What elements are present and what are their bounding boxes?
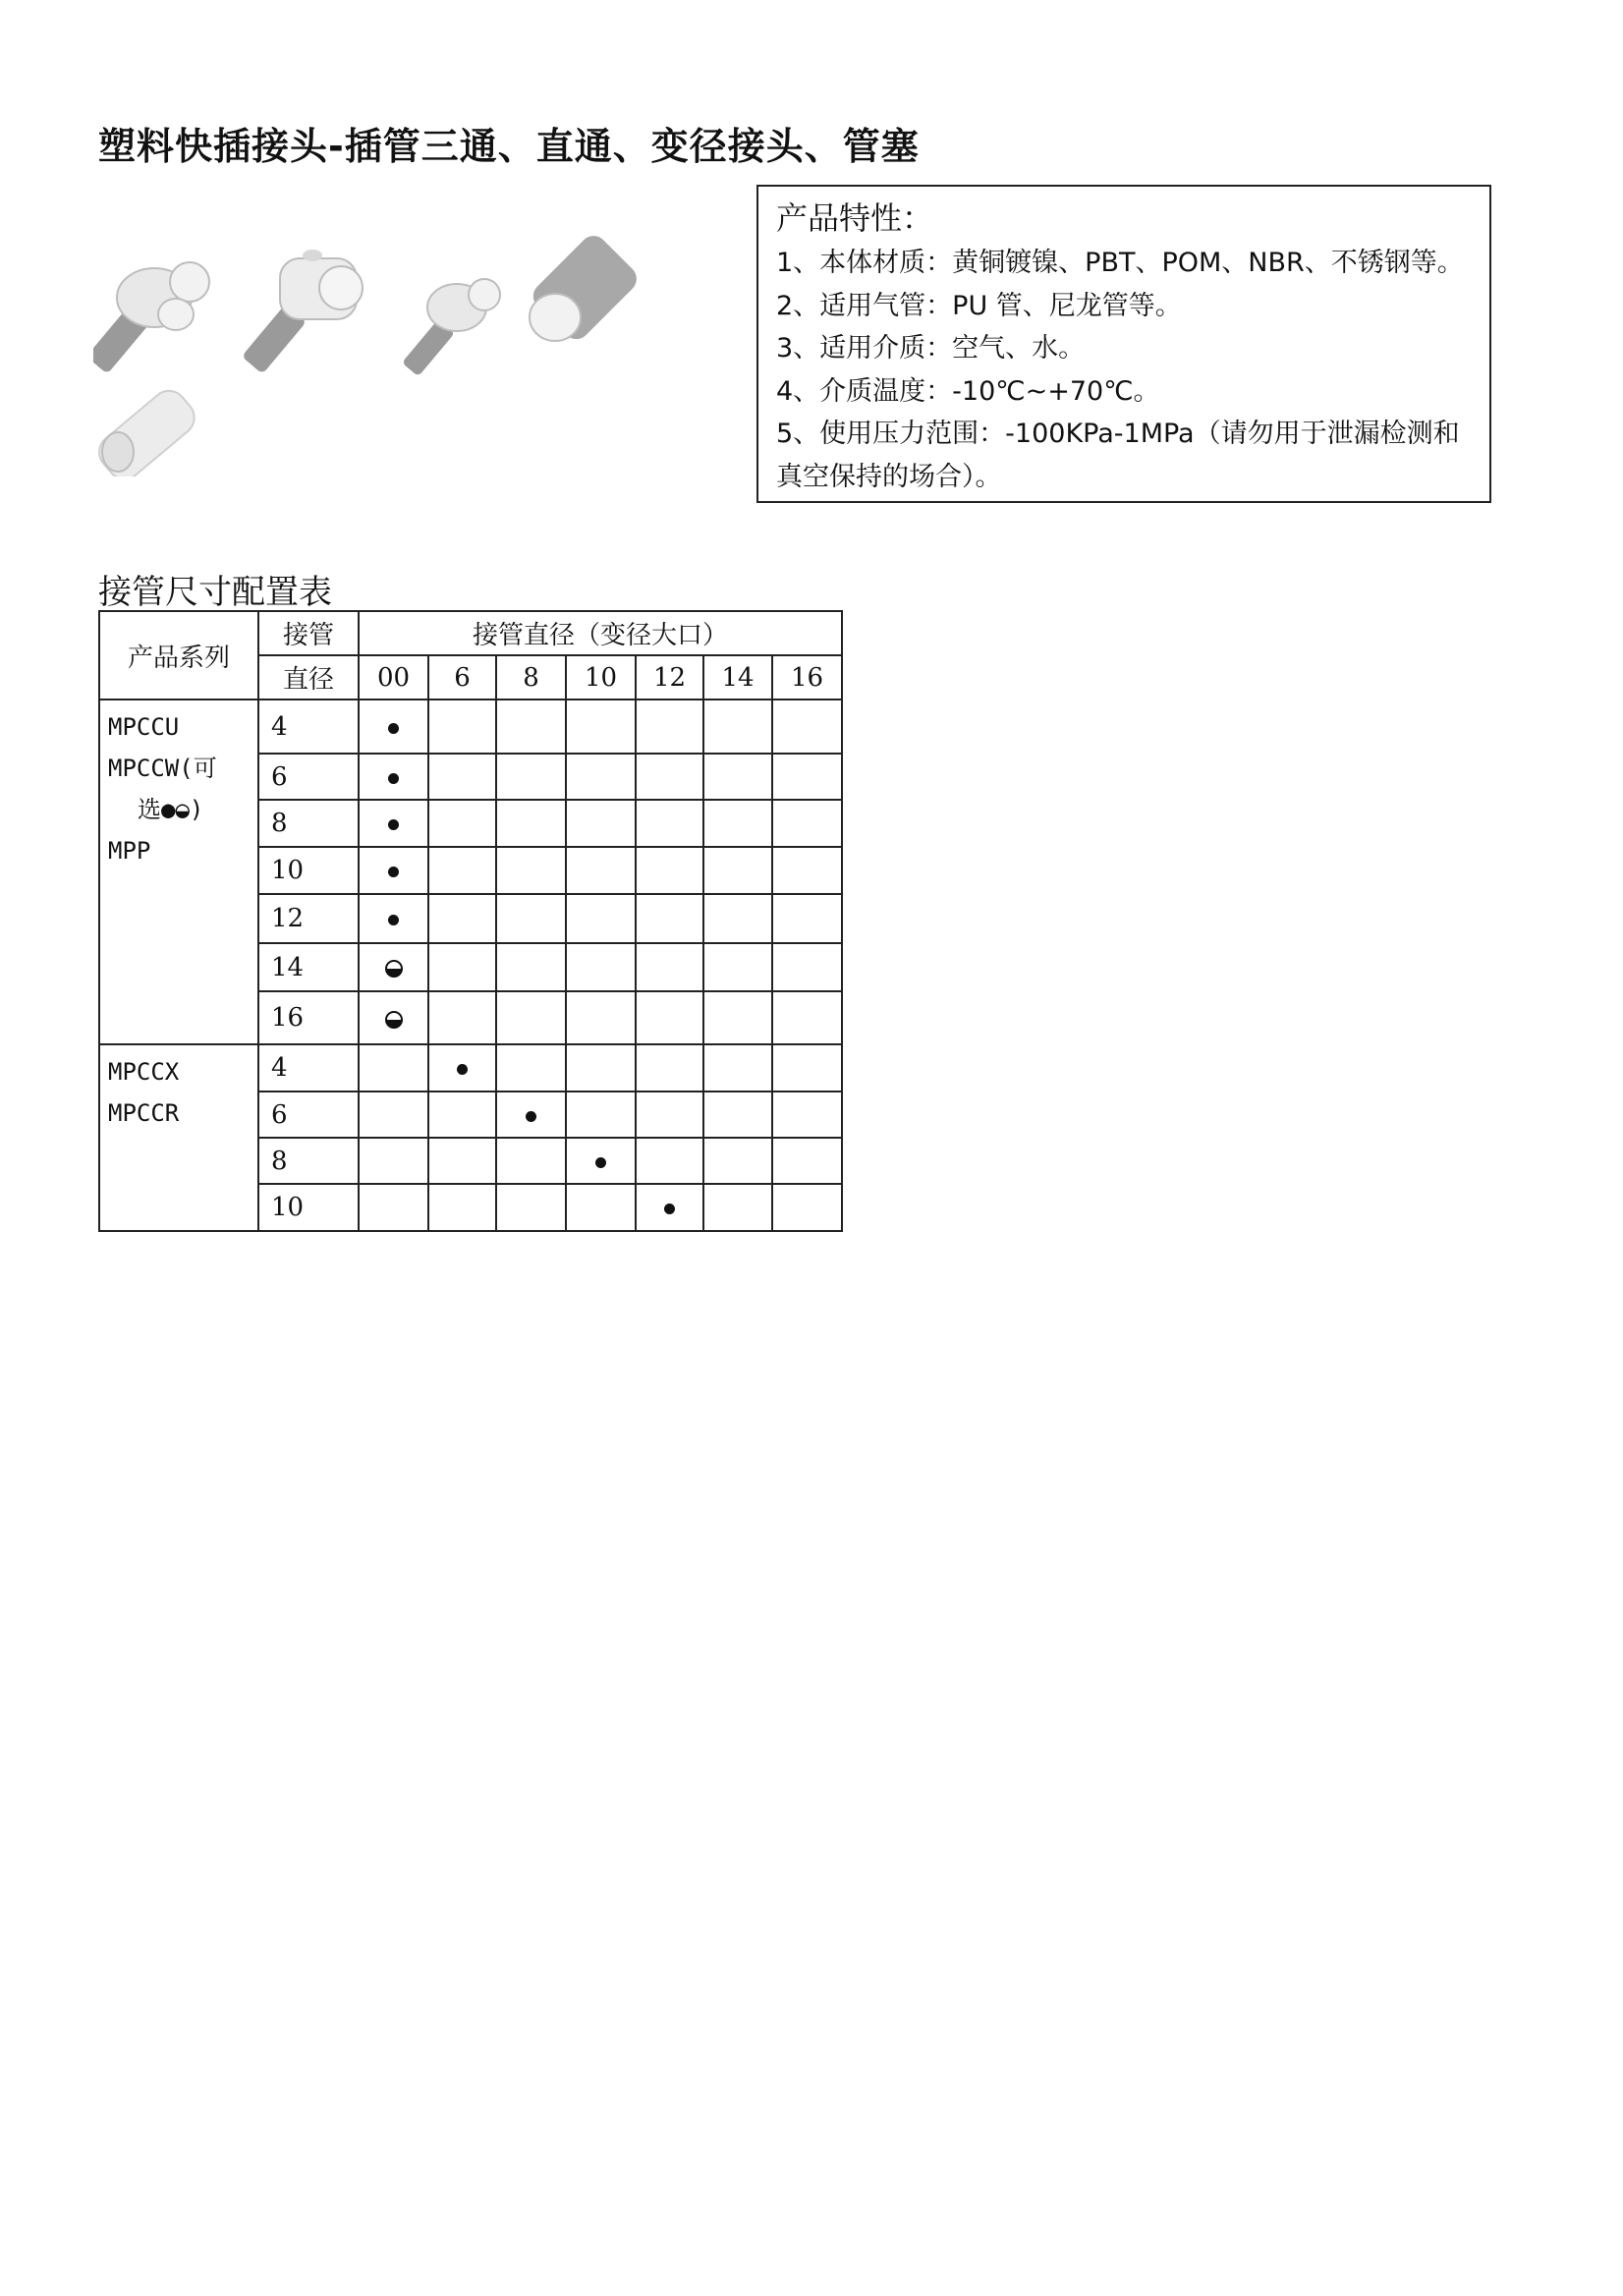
series-cell [99, 1044, 258, 1231]
blanking-plug-photo [93, 384, 201, 476]
availability-cell [566, 700, 636, 754]
availability-cell [496, 754, 566, 800]
availability-cell [359, 1092, 428, 1138]
availability-cell [636, 1044, 703, 1092]
size-config-table [98, 610, 843, 1232]
series-name: MPP [108, 837, 151, 865]
availability-cell [359, 800, 428, 847]
availability-cell [703, 991, 772, 1044]
header-dia-line2: 直径 [258, 655, 359, 700]
availability-cell [428, 1092, 496, 1138]
tube-diameter-cell: 8 [258, 1138, 359, 1184]
availability-cell [566, 1184, 636, 1231]
availability-cell [703, 700, 772, 754]
table-caption: 接管尺寸配置表 [98, 573, 332, 612]
availability-cell [428, 847, 496, 894]
feature-line-material: 1、本体材质：黄铜镀镍、PBT、POM、NBR、不锈钢等。 [776, 248, 1464, 278]
availability-cell [359, 991, 428, 1044]
reducer-y-photo [402, 279, 500, 376]
header-group: 接管直径（变径大口） [359, 611, 842, 655]
feature-line-pressure: 5、使用压力范围：-100KPa-1MPa（请勿用于泄漏检测和真空保持的场合）。 [776, 419, 1460, 492]
optional-half-dot-icon [385, 960, 403, 978]
availability-cell [359, 943, 428, 991]
availability-cell [428, 1044, 496, 1092]
feature-line-medium: 3、适用介质：空气、水。 [776, 333, 1086, 364]
availability-cell [428, 1184, 496, 1231]
table-row [99, 1044, 842, 1092]
available-dot-icon [388, 723, 399, 734]
available-dot-icon [457, 1064, 468, 1075]
availability-cell [496, 943, 566, 991]
availability-cell [703, 754, 772, 800]
availability-cell [496, 1184, 566, 1231]
size-header-8: 8 [496, 655, 566, 700]
availability-cell [496, 1138, 566, 1184]
availability-cell [703, 1184, 772, 1231]
availability-cell [359, 1138, 428, 1184]
availability-cell [772, 943, 842, 991]
tube-diameter-cell: 4 [258, 1044, 359, 1092]
availability-cell [566, 847, 636, 894]
header-series: 产品系列 [99, 611, 258, 700]
availability-cell [703, 847, 772, 894]
tube-diameter-cell: 10 [258, 847, 359, 894]
availability-cell [703, 800, 772, 847]
size-header-12: 12 [636, 655, 703, 700]
availability-cell [772, 991, 842, 1044]
y-union-photo [93, 262, 209, 374]
availability-cell [566, 754, 636, 800]
series-cell [99, 700, 258, 1044]
feature-line-temperature: 4、介质温度：-10℃~+70℃。 [776, 375, 1160, 407]
series-name: MPCCU [108, 713, 180, 741]
size-header-00: 00 [359, 655, 428, 700]
availability-cell [636, 700, 703, 754]
available-dot-icon [664, 1204, 675, 1214]
availability-cell [703, 1092, 772, 1138]
availability-cell [772, 754, 842, 800]
feature-line-tube: 2、适用气管：PU 管、尼龙管等。 [776, 290, 1182, 321]
availability-cell [496, 991, 566, 1044]
availability-cell [566, 800, 636, 847]
availability-cell [496, 847, 566, 894]
availability-cell [566, 1138, 636, 1184]
availability-cell [636, 754, 703, 800]
available-dot-icon [388, 773, 399, 784]
tube-diameter-cell: 16 [258, 991, 359, 1044]
availability-cell [772, 1184, 842, 1231]
availability-cell [772, 894, 842, 943]
availability-cell [636, 1184, 703, 1231]
product-photos [93, 211, 683, 476]
series-name: 选●◒) [138, 796, 204, 823]
header-dia-line1: 接管 [258, 611, 359, 655]
available-dot-icon [526, 1111, 536, 1122]
availability-cell [359, 1184, 428, 1231]
availability-cell [496, 894, 566, 943]
size-header-14: 14 [703, 655, 772, 700]
availability-cell [636, 943, 703, 991]
tube-diameter-cell: 12 [258, 894, 359, 943]
availability-cell [772, 1138, 842, 1184]
availability-cell [359, 754, 428, 800]
size-header-10: 10 [566, 655, 636, 700]
features-heading: 产品特性： [776, 199, 934, 237]
availability-cell [428, 754, 496, 800]
availability-cell [772, 700, 842, 754]
size-header-6: 6 [428, 655, 496, 700]
series-name: MPCCX [108, 1058, 180, 1086]
product-features-box [756, 185, 1491, 503]
tube-diameter-cell: 14 [258, 943, 359, 991]
tube-diameter-cell: 6 [258, 754, 359, 800]
availability-cell [703, 1044, 772, 1092]
availability-cell [772, 800, 842, 847]
optional-half-dot-icon [385, 1011, 403, 1029]
available-dot-icon [388, 867, 399, 877]
availability-cell [772, 1044, 842, 1092]
tube-diameter-cell: 4 [258, 700, 359, 754]
availability-cell [566, 1092, 636, 1138]
availability-cell [772, 847, 842, 894]
availability-cell [566, 943, 636, 991]
availability-cell [496, 1044, 566, 1092]
availability-cell [428, 700, 496, 754]
series-name: MPCCW(可 [108, 755, 217, 782]
availability-cell [703, 943, 772, 991]
availability-cell [496, 700, 566, 754]
availability-cell [636, 1138, 703, 1184]
available-dot-icon [388, 819, 399, 830]
availability-cell [359, 700, 428, 754]
availability-cell [428, 1138, 496, 1184]
availability-cell [428, 800, 496, 847]
availability-cell [428, 894, 496, 943]
availability-cell [359, 894, 428, 943]
availability-cell [359, 847, 428, 894]
availability-cell [566, 894, 636, 943]
tube-diameter-cell: 8 [258, 800, 359, 847]
availability-cell [636, 1092, 703, 1138]
table-row [99, 700, 842, 754]
plug-in-reducer-photo [528, 230, 643, 345]
series-name: MPCCR [108, 1099, 180, 1127]
availability-cell [566, 991, 636, 1044]
availability-cell [428, 991, 496, 1044]
page-title: 塑料快插接头-插管三通、直通、变径接头、管塞 [98, 125, 920, 168]
availability-cell [566, 1044, 636, 1092]
elbow-tee-photo [242, 250, 363, 374]
availability-cell [496, 1092, 566, 1138]
tube-diameter-cell: 10 [258, 1184, 359, 1231]
size-header-16: 16 [772, 655, 842, 700]
tube-diameter-cell: 6 [258, 1092, 359, 1138]
available-dot-icon [388, 915, 399, 925]
availability-cell [636, 894, 703, 943]
availability-cell [496, 800, 566, 847]
available-dot-icon [595, 1157, 606, 1168]
availability-cell [636, 847, 703, 894]
availability-cell [359, 1044, 428, 1092]
availability-cell [703, 1138, 772, 1184]
availability-cell [636, 991, 703, 1044]
availability-cell [772, 1092, 842, 1138]
availability-cell [703, 894, 772, 943]
availability-cell [428, 943, 496, 991]
availability-cell [636, 800, 703, 847]
